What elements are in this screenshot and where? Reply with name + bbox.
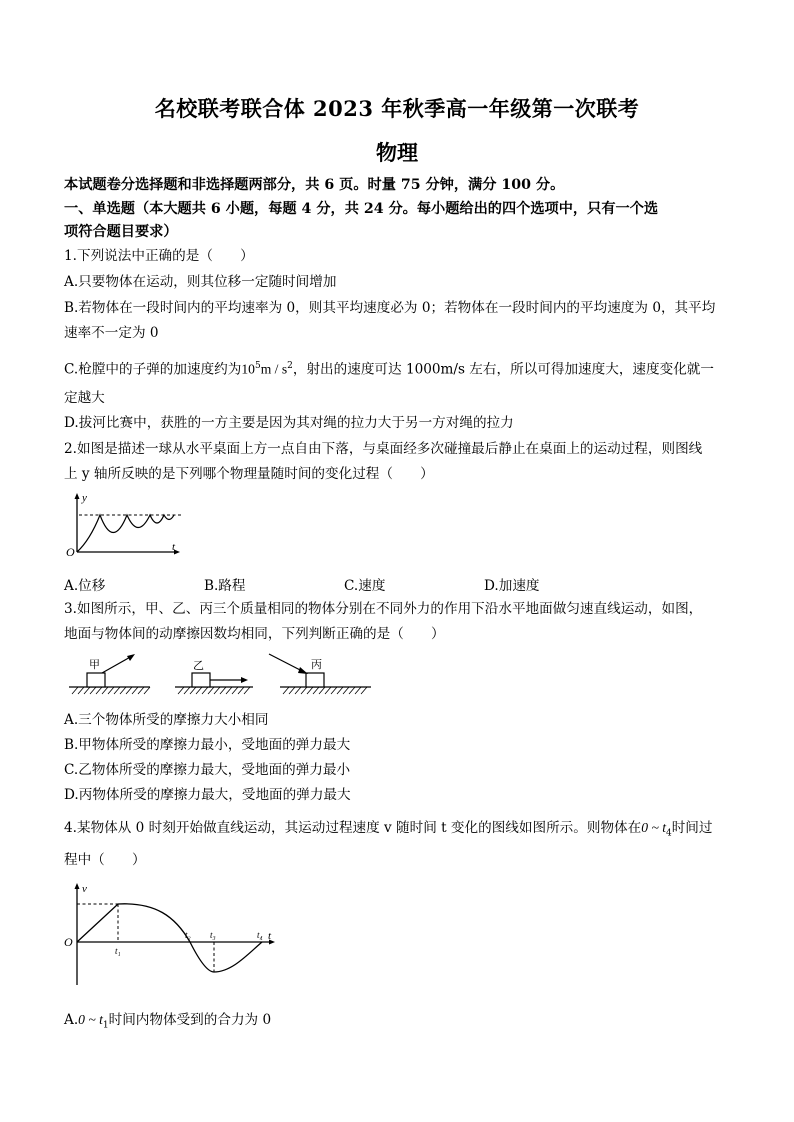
q2-option-a: A.位移 [64,578,106,594]
q3-force-arrowhead-bing [298,667,308,674]
q3-force-arrow-jia [102,656,132,673]
q4-stem-pre: 4.某物体从 0 时刻开始做直线运动，其运动过程速度 v 随时间 t 变化的图线如图所示。则物体在 [64,820,642,836]
q3-force-arrowhead-jia [127,654,135,661]
q4-t3-label: t₃ [210,930,216,940]
q1-option-c-line2: 定越大 [64,390,105,406]
intro-text: 本试题卷分选择题和非选择题两部分，共 6 页。时量 75 分钟，满分 100 分。 [64,177,565,193]
q3-block-bing [306,673,324,687]
q3-block-yi [192,673,210,687]
q2-stem-line1: 2.如图是描述一球从水平桌面上方一点自由下落，与桌面经多次碰撞最后静止在桌面上的运动过程，则图线 [64,441,703,457]
q4-t2-label: t₂ [185,930,191,940]
q2-option-b: B.路程 [204,578,246,594]
q3-option-a: A.三个物体所受的摩擦力大小相同 [64,712,269,728]
q4-x-label: t [268,930,272,942]
q3-stem-line2: 地面与物体间的动摩擦因数均相同，下列判断正确的是（ ） [64,626,445,642]
q3-force-arrowhead-yi [241,677,248,683]
q4-stem-sub: 4 [665,828,672,839]
q3-label-bing: 丙 [311,658,322,671]
q1-option-c-post: ，射出的速度可达 1000m/s 左右，所以可得加速度大，速度变化就一 [292,361,714,378]
q4-stem-math: 0 ~ t [641,820,666,835]
q4-y-arrow [75,883,80,889]
q3-figure [64,650,384,700]
q3-label-yi: 乙 [193,659,204,672]
q1-c-exp: 5 [254,361,261,371]
exam-title: 名校联考联合体 2023 年秋季高一年级第一次联考 [154,96,640,121]
q4-t1-label: t₁ [115,946,121,956]
q2-y-label: y [82,492,87,504]
q1-option-c-pre: C.枪膛中的子弹的加速度约为 [64,361,242,378]
q2-graph [60,490,190,560]
q2-stem-line2: 上 y 轴所反映的是下列哪个物理量随时间的变化过程（ ） [64,466,434,482]
q3-stem-line1: 3.如图所示，甲、乙、丙三个质量相同的物体分别在不同外力的作用下沿水平地面做匀速直线运动，如图， [64,601,703,617]
q1-option-d: D.拔河比赛中，获胜的一方主要是因为其对绳的拉力大于另一方对绳的拉力 [64,415,514,431]
section-heading-line2: 项符合题目要求） [64,224,178,240]
q2-option-d: D.加速度 [484,578,540,594]
q2-x-label: t [172,541,176,553]
q3-label-jia: 甲 [89,658,100,671]
q2-curve [77,515,174,552]
q1-option-a: A.只要物体在运动，则其位移一定随时间增加 [64,274,337,290]
q4-origin-label: O [64,935,73,949]
q4-a-pre: A. [64,1012,79,1028]
q3-block-jia [87,673,105,687]
q2-origin-label: O [66,545,75,559]
q3-option-d: D.丙物体所受的摩擦力最大，受地面的弹力最大 [64,787,351,803]
q4-a-post: 时间内物体受到的合力为 0 [108,1012,272,1028]
q4-stem-line2: 程中（ ） [64,852,146,868]
q4-a-math: 0 ~ t [78,1012,103,1027]
q4-a-sub: 1 [102,1020,109,1031]
section-heading-line1: 一、单选题（本大题共 6 小题，每题 4 分，共 24 分。每小题给出的四个选项中，只有一个选 [64,201,659,217]
q4-y-label: v [82,883,87,895]
q3-option-c: C.乙物体所受的摩擦力最大，受地面的弹力最小 [64,762,351,778]
q4-option-a [64,1011,271,1035]
q3-ground-hatch-2 [178,687,250,694]
q1-option-b-line2: 速率不一定为 0 [64,325,159,341]
q1-c-unit: m / s [260,361,288,377]
q4-curve [77,904,262,972]
q3-ground-hatch-3 [283,687,367,694]
q1-c-base: 10 [241,361,255,377]
q4-stem-line1 [64,819,713,843]
q3-option-b: B.甲物体所受的摩擦力最小，受地面的弹力最大 [64,737,351,753]
q1-c-unit-exp: 2 [287,361,293,371]
subject-title: 物理 [376,140,418,165]
q2-y-arrow [75,493,80,499]
q2-option-c: C.速度 [344,578,386,594]
q3-force-arrow-bing [269,654,304,672]
q4-graph [60,880,290,990]
q1-stem: 1.下列说法中正确的是（ ） [64,248,254,264]
q4-stem-post: 时间过 [671,820,713,836]
q4-t4-label: t₄ [257,930,263,940]
q2-options [64,574,764,594]
q1-option-c-line1 [64,357,714,379]
q1-option-b-line1: B.若物体在一段时间内的平均速率为 0，则其平均速度必为 0；若物体在一段时间内的平均速度为 0，其平均 [64,300,716,316]
q3-ground-hatch-1 [72,687,150,694]
